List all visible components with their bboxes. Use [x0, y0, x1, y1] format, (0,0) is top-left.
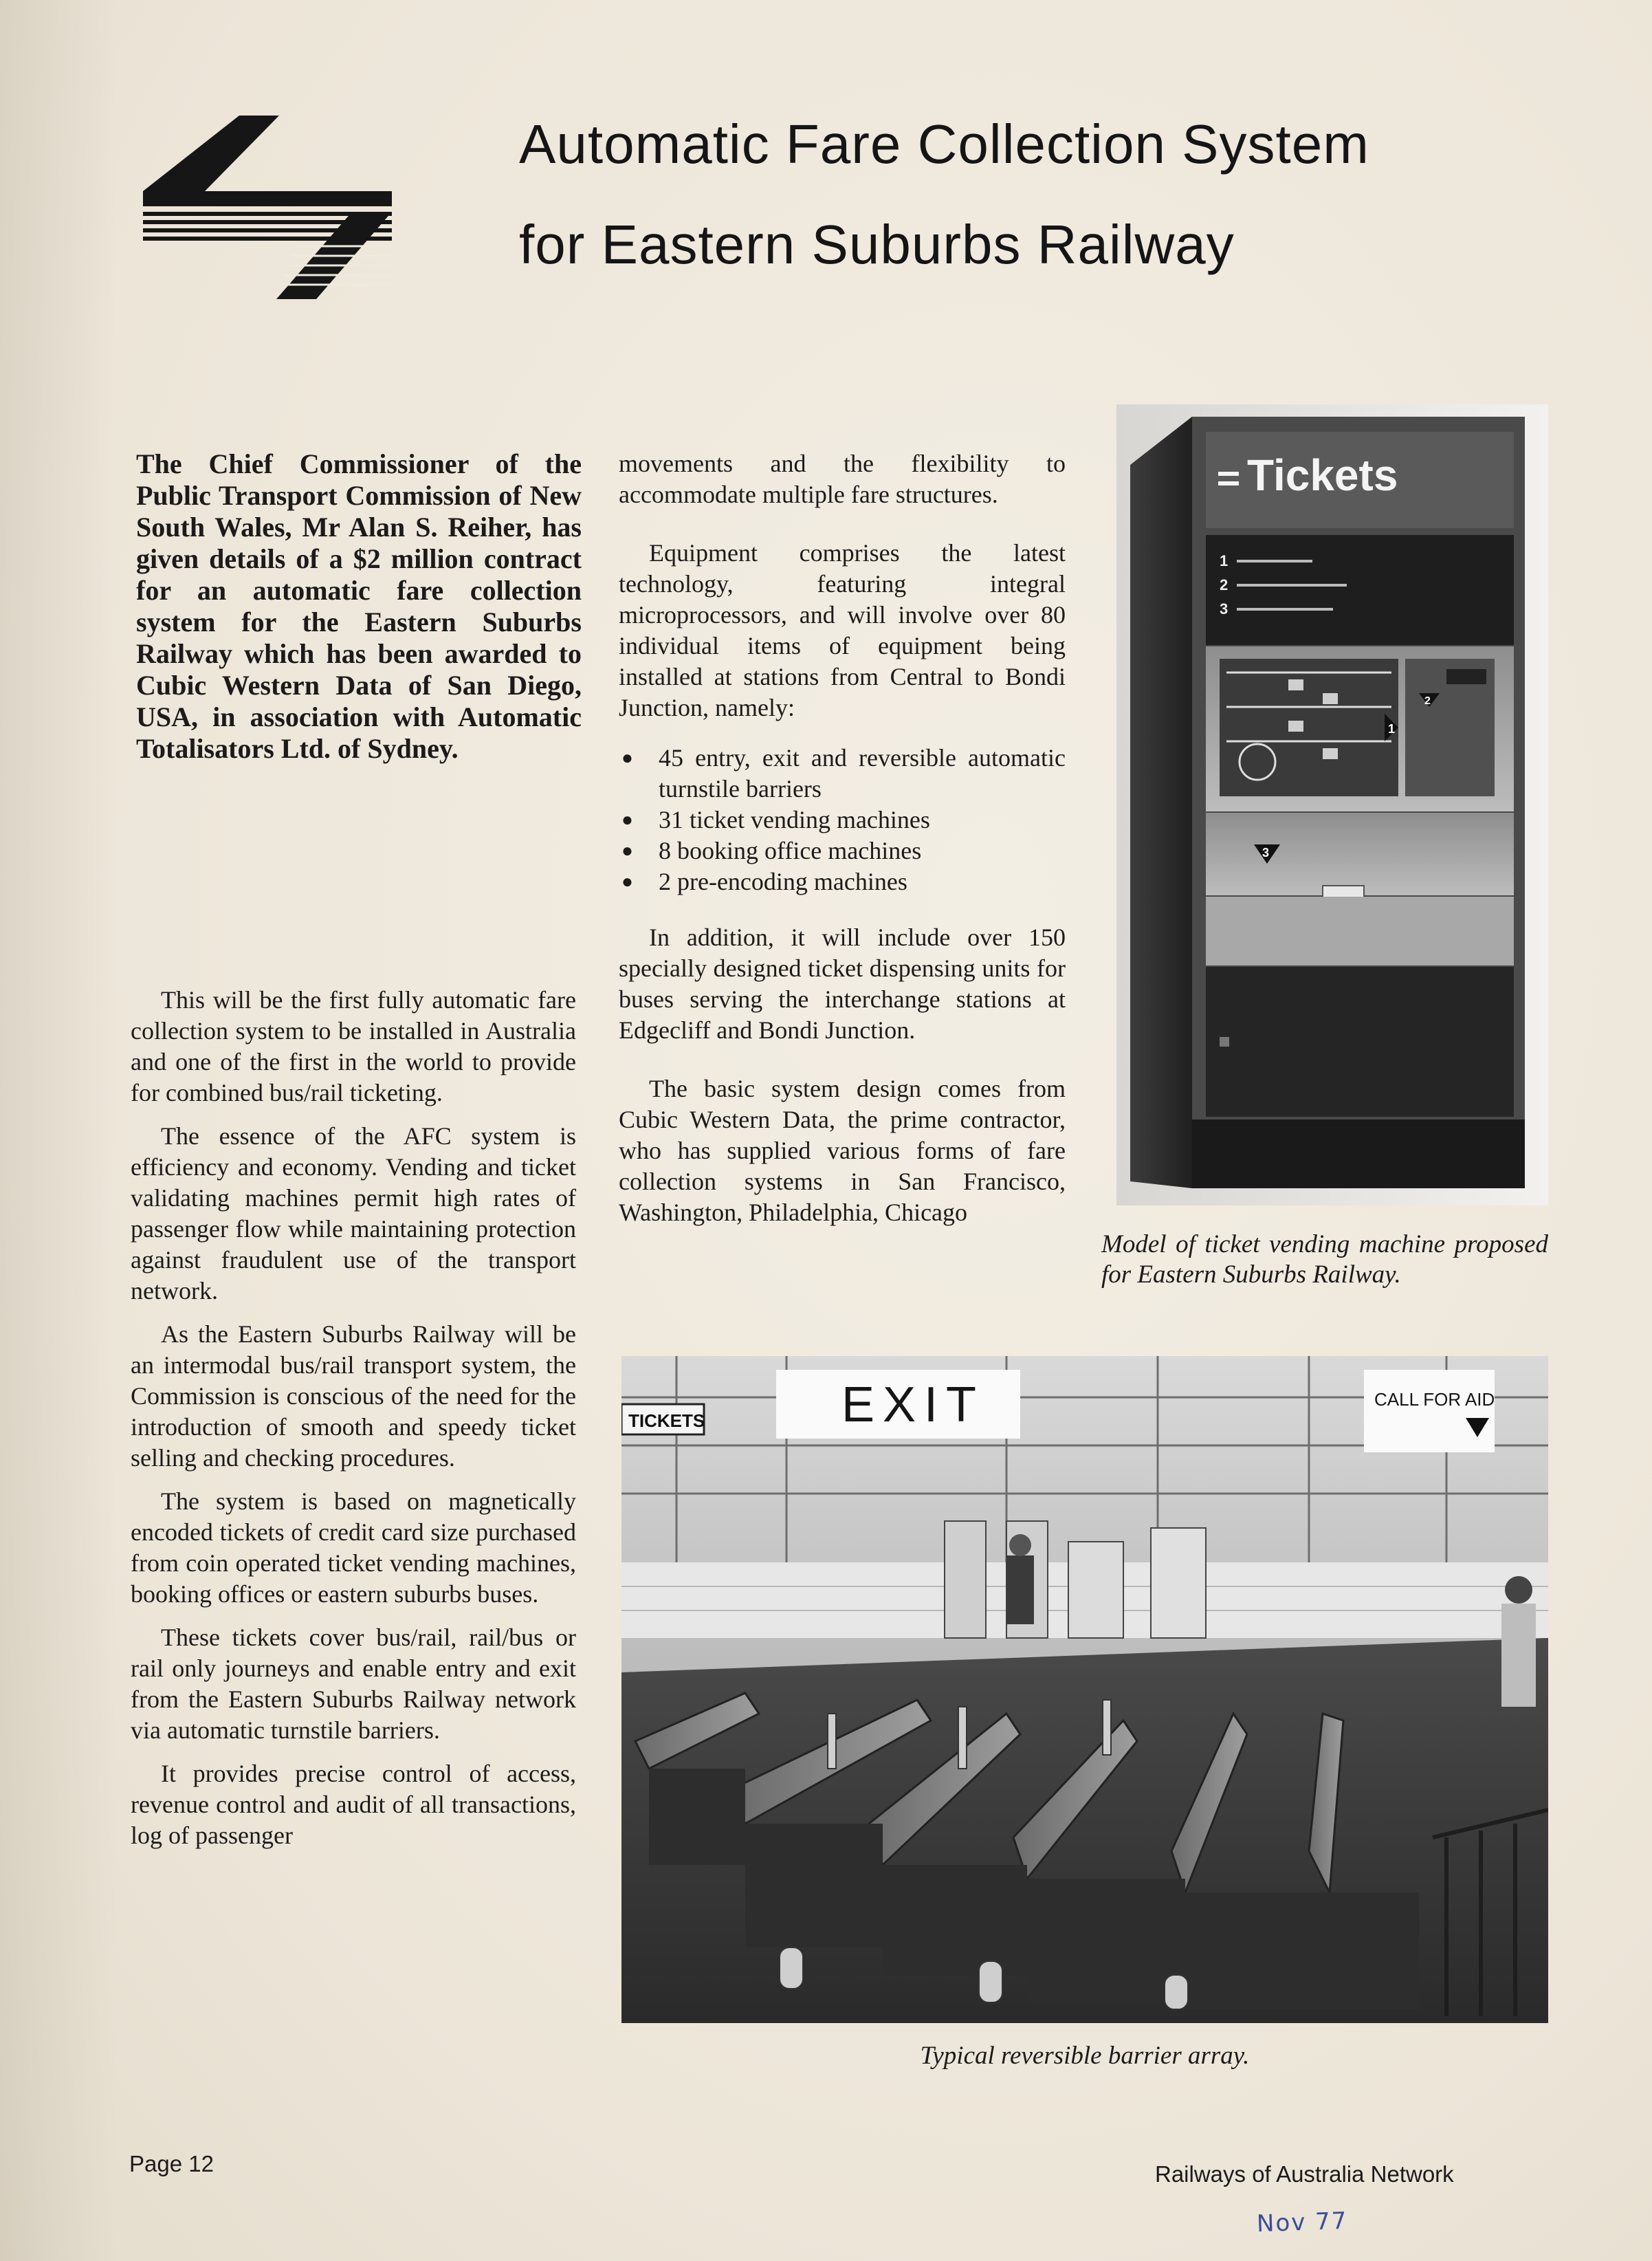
- article-title: [519, 103, 1592, 286]
- svg-text:1: 1: [1388, 722, 1396, 736]
- photo-caption-barrier-array: Typical reversible barrier array.: [920, 2042, 1250, 2070]
- list-item: ● 8 booking office machines: [619, 835, 1066, 866]
- handwritten-date: Nov 77: [1256, 2207, 1349, 2238]
- paragraph: It provides precise control of access, revenue control and audit of all transactions, log of passenger: [131, 1760, 576, 1849]
- paragraph: As the Eastern Suburbs Railway will be an intermodal bus/rail transport system, the Commission is conscious of the need for the introduction of smooth and speedy ticket selling and checking procedures.: [131, 1320, 576, 1472]
- paragraph: In addition, it will include over 150 specially designed ticket dispensing units for buses serving the interchange stations at Edgecliff and Bondi Junction.: [619, 924, 1066, 1044]
- tickets-sign: Tickets: [1247, 450, 1398, 500]
- svg-text:2: 2: [1220, 576, 1229, 593]
- railway-logo-icon: [137, 110, 399, 303]
- paragraph: The system is based on magnetically encoded tickets of credit card size purchased from coin operated ticket vending machines, booking offices or eastern suburbs buses.: [131, 1487, 576, 1608]
- list-item: ● 45 entry, exit and reversible automatic turnstile barriers: [619, 743, 1066, 805]
- list-item: ● 2 pre-encoding machines: [619, 866, 1066, 897]
- page-edge-shadow: [0, 0, 117, 2261]
- paragraph: These tickets cover bus/rail, rail/bus or rail only journeys and enable entry and exit from the Eastern Suburbs Railway network via automatic turnstile barriers.: [131, 1624, 576, 1744]
- publication-name: Railways of Australia Network: [1155, 2161, 1454, 2187]
- svg-text:3: 3: [1262, 846, 1270, 860]
- barrier-array-photo: [621, 1356, 1548, 2023]
- lead-paragraph: The Chief Commissioner of the Public Transport Commission of New South Wales, Mr Alan S. Reiher, has given details of a $2 million contract for an automatic fare collection system for the Eastern Suburbs Railway which has been awarded to Cubic Western Data of San Diego, USA, in association with Automatic Totalisators Ltd. of Sydney.: [136, 448, 582, 764]
- photo-caption-vending-machine: Model of ticket vending machine proposed for Eastern Suburbs Railway.: [1101, 1230, 1548, 1289]
- page-number: Page 12: [129, 2151, 214, 2176]
- svg-text:1: 1: [1220, 552, 1229, 569]
- paragraph: The basic system design comes from Cubic Western Data, the prime contractor, who has supplied various forms of fare collection systems in San Francisco, Washington, Philadelphia, Chicago: [619, 1075, 1066, 1226]
- column-2: [619, 448, 1066, 1241]
- exit-sign: EXIT: [841, 1377, 985, 1432]
- call-for-aid-sign: CALL FOR AID: [1374, 1389, 1495, 1410]
- equipment-list: [619, 743, 1066, 897]
- title-line-1: Automatic Fare Collection System: [519, 113, 1369, 175]
- paragraph: This will be the first fully automatic fare collection system to be installed in Australia and one of the first in the world to provide for combined bus/rail ticketing.: [131, 986, 576, 1106]
- paragraph: Equipment comprises the latest technology, featuring integral microprocessors, and will involve over 80 individual items of equipment being installed at stations from Central to Bondi Junction, namely:: [619, 539, 1066, 721]
- column-1: [131, 985, 576, 1864]
- paragraph: The essence of the AFC system is efficiency and economy. Vending and ticket validating machines permit high rates of passenger flow while maintaining protection against fraudulent use of the transport network.: [131, 1122, 576, 1304]
- svg-text:2: 2: [1424, 695, 1431, 707]
- title-line-2: for Eastern Suburbs Railway: [519, 214, 1235, 275]
- svg-text:3: 3: [1220, 600, 1229, 618]
- list-item: ● 31 ticket vending machines: [619, 805, 1066, 835]
- tickets-sign: TICKETS: [628, 1410, 705, 1431]
- paragraph: movements and the flexibility to accommodate multiple fare structures.: [619, 450, 1066, 508]
- vending-machine-photo: [1116, 404, 1548, 1205]
